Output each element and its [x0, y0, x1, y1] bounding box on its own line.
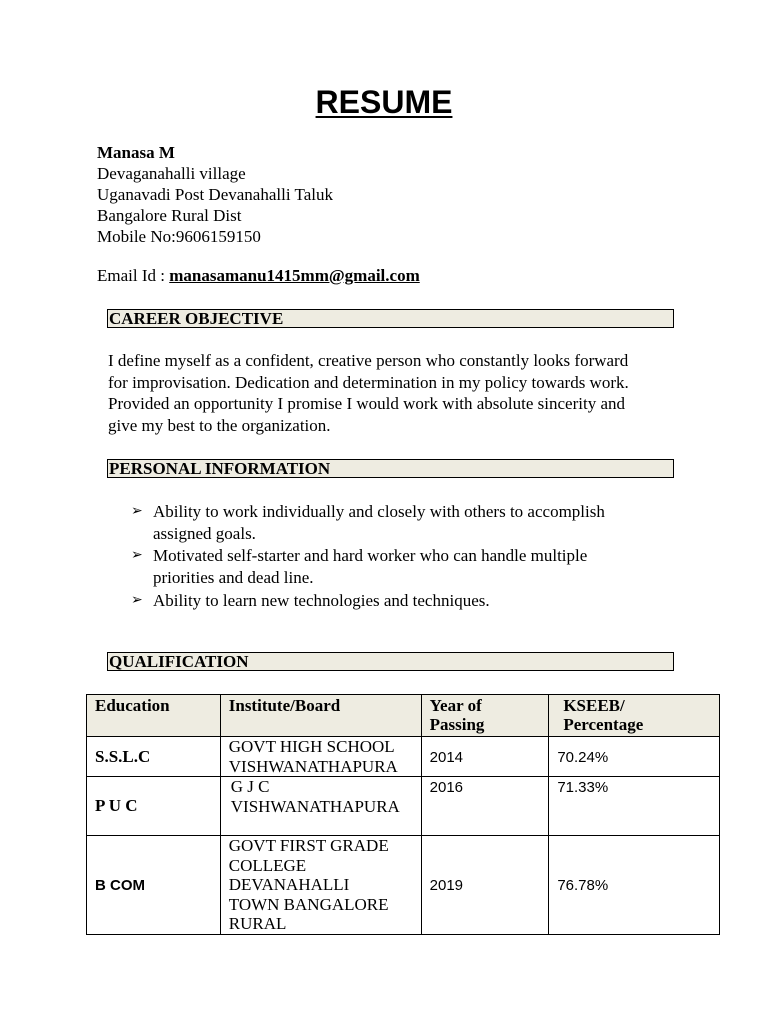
institute-line: VISHWANATHAPURA	[228, 756, 398, 776]
cell-year	[421, 777, 549, 836]
institute-line: DEVANAHALLI	[228, 875, 350, 894]
cell-year	[421, 836, 549, 935]
cell-institute	[220, 737, 421, 777]
career-objective-heading: CAREER OBJECTIVE	[107, 309, 674, 328]
year-value: 2019	[429, 876, 464, 894]
objective-line: for improvisation. Dedication and determination in my policy towards work.	[108, 372, 629, 392]
institute-line: G J C	[230, 777, 270, 796]
header-institute: Institute/Board	[220, 695, 421, 737]
qualification-table	[86, 694, 720, 935]
personal-information-heading: PERSONAL INFORMATION	[107, 459, 674, 478]
cell-institute	[220, 777, 421, 836]
career-objective-text	[108, 350, 678, 437]
objective-line: Provided an opportunity I promise I would work with absolute sincerity and	[108, 394, 625, 414]
institute-line: GOVT HIGH SCHOOL	[228, 737, 395, 756]
arrow-bullet-icon: ➢	[131, 548, 143, 564]
cell-year	[421, 737, 549, 777]
address-line: Bangalore Rural Dist	[97, 206, 242, 225]
objective-line: I define myself as a confident, creative person who constantly looks forward	[108, 351, 629, 370]
percentage-value: 71.33%	[557, 779, 609, 796]
list-item	[131, 590, 671, 612]
arrow-bullet-icon: ➢	[131, 592, 143, 608]
institute-line: COLLEGE	[228, 855, 307, 875]
candidate-name: Manasa M	[97, 143, 175, 162]
header-pct-line: Percentage	[563, 715, 644, 734]
arrow-bullet-icon: ➢	[131, 504, 143, 519]
email-link[interactable]: manasamanu1415mm@gmail.com	[169, 266, 420, 285]
header-year-line: Passing	[429, 715, 485, 734]
resume-title: RESUME	[315, 84, 453, 120]
percentage-value: 76.78%	[557, 876, 609, 894]
cell-percentage	[549, 737, 720, 777]
email-row	[97, 266, 420, 286]
bullet-text: priorities and dead line.	[153, 568, 314, 588]
cell-education	[87, 836, 221, 935]
cell-institute	[220, 836, 421, 935]
email-label: Email Id :	[97, 266, 170, 285]
address-line: Devaganahalli village	[97, 164, 246, 183]
header-percentage	[549, 695, 720, 737]
qualification-heading: QUALIFICATION	[107, 652, 674, 671]
objective-line: give my best to the organization.	[108, 416, 331, 436]
year-value: 2014	[429, 748, 464, 766]
address-line: Uganavadi Post Devanahalli Taluk	[97, 185, 333, 204]
table-header-row	[87, 695, 720, 737]
bullet-text: Ability to learn new technologies and techniques.	[153, 590, 490, 610]
cell-percentage	[549, 836, 720, 935]
cell-percentage	[549, 777, 720, 836]
header-education: Education	[87, 695, 221, 737]
table-row	[87, 737, 720, 777]
cell-education: P U C	[87, 777, 221, 836]
list-item	[131, 501, 671, 544]
table-row	[87, 836, 720, 935]
percentage-value: 70.24%	[557, 748, 609, 766]
year-value: 2016	[429, 779, 464, 796]
bullet-text: Motivated self-starter and hard worker who can handle multiple	[153, 546, 588, 566]
mobile-number: Mobile No:9606159150	[97, 227, 261, 246]
contact-block	[97, 142, 333, 247]
header-pct-line: KSEEB/	[563, 696, 625, 715]
header-year	[421, 695, 549, 737]
institute-line: RURAL	[228, 914, 287, 933]
personal-info-list	[131, 501, 671, 613]
bullet-text: Ability to work individually and closely with others to accomplish	[153, 502, 605, 521]
bullet-text: assigned goals.	[153, 523, 256, 543]
institute-line: TOWN BANGALORE	[228, 894, 389, 914]
cell-education: S.S.L.C	[87, 737, 221, 777]
institute-line: VISHWANATHAPURA	[230, 796, 400, 816]
list-item	[131, 545, 671, 588]
table-row	[87, 777, 720, 836]
education-value: B COM	[95, 876, 145, 894]
header-year-line: Year of	[429, 696, 482, 715]
institute-line: GOVT FIRST GRADE	[228, 836, 389, 855]
